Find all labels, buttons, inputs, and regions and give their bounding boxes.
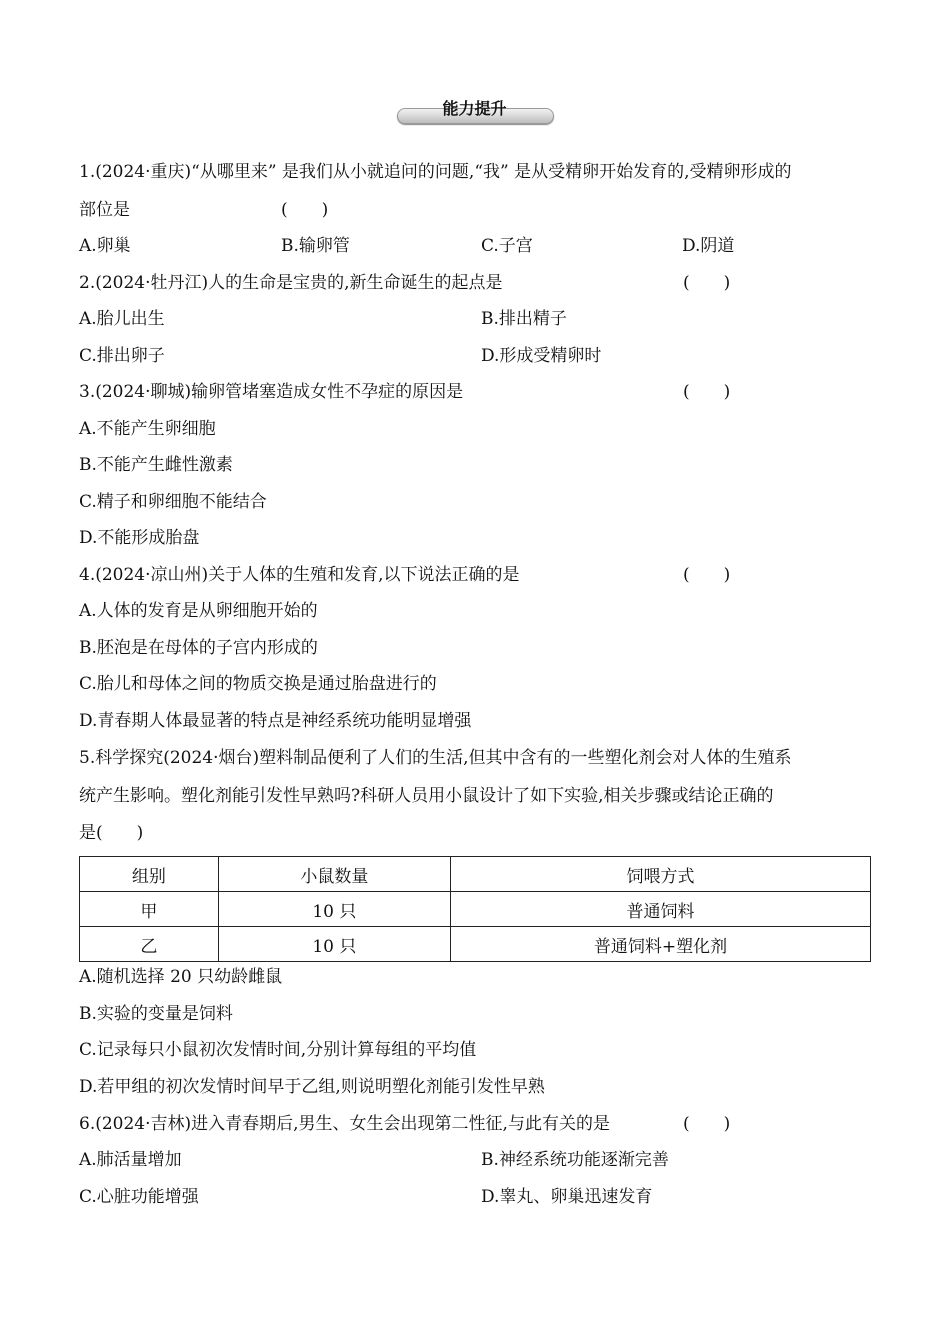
q5-stem-line3: 是( ) <box>79 823 144 843</box>
q1-option-a: A.卵巢 <box>79 236 131 256</box>
q5-option-b: B.实验的变量是饲料 <box>79 1004 233 1024</box>
q2-option-a: A.胎儿出生 <box>79 309 165 329</box>
q5-stem-line1: 5.科学探究(2024·烟台)塑料制品便利了人们的生活,但其中含有的一些塑化剂会对人体的生殖系 <box>79 748 792 768</box>
q4-answer-blank: ( ) <box>683 565 731 585</box>
table-cell: 乙 <box>80 927 219 962</box>
table-cell: 10 只 <box>218 927 450 962</box>
q3-option-d: D.不能形成胎盘 <box>79 528 200 548</box>
q1-stem-line2: 部位是 <box>79 200 130 220</box>
table-cell: 甲 <box>80 892 219 927</box>
q6-option-b: B.神经系统功能逐渐完善 <box>481 1150 669 1170</box>
q6-option-c: C.心脏功能增强 <box>79 1187 199 1207</box>
q6-option-a: A.肺活量增加 <box>79 1150 182 1170</box>
table-row <box>80 927 871 962</box>
q4-option-d: D.青春期人体最显著的特点是神经系统功能明显增强 <box>79 711 472 731</box>
table-header-cell: 小鼠数量 <box>218 857 450 892</box>
section-header <box>397 98 552 126</box>
q2-option-b: B.排出精子 <box>481 309 567 329</box>
q1-answer-blank: ( ) <box>281 200 329 220</box>
q1-option-b: B.输卵管 <box>281 236 350 256</box>
q3-option-c: C.精子和卵细胞不能结合 <box>79 492 267 512</box>
q5-option-c: C.记录每只小鼠初次发情时间,分别计算每组的平均值 <box>79 1040 477 1060</box>
q1-stem-line1: 1.(2024·重庆)“从哪里来” 是我们从小就追问的问题,“我” 是从受精卵开始发育的,受精卵形成的 <box>79 162 792 182</box>
q5-option-d: D.若甲组的初次发情时间早于乙组,则说明塑化剂能引发性早熟 <box>79 1077 545 1097</box>
q1-option-d: D.阴道 <box>682 236 735 256</box>
q4-option-c: C.胎儿和母体之间的物质交换是通过胎盘进行的 <box>79 674 437 694</box>
table-header-row <box>80 857 871 892</box>
q3-answer-blank: ( ) <box>683 382 731 402</box>
q3-option-a: A.不能产生卵细胞 <box>79 419 216 439</box>
table-row <box>80 892 871 927</box>
q5-option-a: A.随机选择 20 只幼龄雌鼠 <box>79 967 283 987</box>
table-cell: 10 只 <box>218 892 450 927</box>
section-title: 能力提升 <box>442 99 507 118</box>
q6-option-d: D.睾丸、卵巢迅速发育 <box>481 1187 653 1207</box>
q4-stem: 4.(2024·凉山州)关于人体的生殖和发育,以下说法正确的是 <box>79 565 520 585</box>
q1-option-c: C.子宫 <box>481 236 533 256</box>
q2-stem: 2.(2024·牡丹江)人的生命是宝贵的,新生命诞生的起点是 <box>79 273 503 293</box>
q4-option-a: A.人体的发育是从卵细胞开始的 <box>79 601 318 621</box>
table-header-cell: 组别 <box>80 857 219 892</box>
q5-stem-line2: 统产生影响。塑化剂能引发性早熟吗?科研人员用小鼠设计了如下实验,相关步骤或结论正确的 <box>79 786 774 806</box>
q2-option-d: D.形成受精卵时 <box>481 346 602 366</box>
table-header-cell: 饲喂方式 <box>451 857 871 892</box>
q6-answer-blank: ( ) <box>683 1114 731 1134</box>
table-cell: 普通饲料+塑化剂 <box>451 927 871 962</box>
q6-stem: 6.(2024·吉林)进入青春期后,男生、女生会出现第二性征,与此有关的是 <box>79 1114 610 1134</box>
q2-option-c: C.排出卵子 <box>79 346 165 366</box>
q4-option-b: B.胚泡是在母体的子宫内形成的 <box>79 638 318 658</box>
q3-stem: 3.(2024·聊城)输卵管堵塞造成女性不孕症的原因是 <box>79 382 464 402</box>
experiment-table <box>79 856 871 962</box>
q3-option-b: B.不能产生雌性激素 <box>79 455 233 475</box>
table-cell: 普通饲料 <box>451 892 871 927</box>
q2-answer-blank: ( ) <box>683 273 731 293</box>
